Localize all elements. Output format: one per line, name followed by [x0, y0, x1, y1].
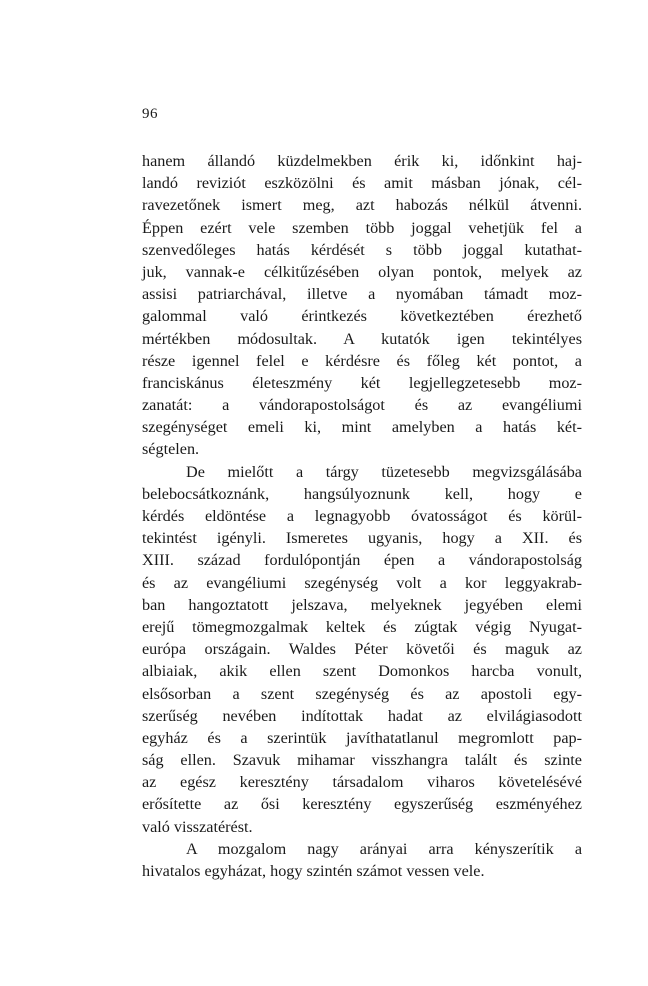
text-line: Éppen ezért vele szemben több joggal vehetjük fel a [142, 218, 582, 237]
text-line: landó reviziót eszközölni és amit másban jónak, cél- [142, 174, 582, 193]
paragraph [142, 150, 582, 461]
text-line: hanem állandó küzdelmekben érik ki, időnkint haj- [142, 152, 582, 170]
text-line: szerűség nevében indítottak hadat az elvilágiasodott [142, 706, 582, 725]
text-line: XIII. század fordulópontján épen a vándorapostolság [142, 551, 582, 570]
text-line: része igennel felel e kérdésre és főleg két pontot, a [142, 351, 582, 370]
body-text [142, 150, 582, 882]
text-line: albiaiak, akik ellen szent Domonkos harcba vonult, [142, 662, 582, 681]
text-line: belebocsátkoznánk, hangsúlyoznunk kell, hogy e [142, 484, 582, 503]
text-line: szegénységet emeli ki, mint amelyben a hatás két- [142, 418, 582, 437]
text-line: mértékben módosultak. A kutatók igen tekintélyes [142, 329, 582, 348]
text-line: ségtelen. [142, 440, 200, 459]
text-line: franciskánus életeszmény két legjellegzetesebb moz- [142, 373, 582, 392]
text-line: galommal való érintkezés következtében érezhető [142, 307, 582, 326]
text-line: erejű tömegmozgalmak keltek és zúgtak végig Nyugat- [142, 617, 582, 636]
text-line: ság ellen. Szavuk mihamar visszhangra talált és szinte [142, 751, 582, 770]
text-line: elsősorban a szent szegénység és az apostoli egy- [142, 684, 582, 703]
page-number: 96 [142, 106, 158, 122]
text-line: kérdés eldöntése a legnagyobb óvatosságot és körül- [142, 507, 582, 525]
text-line: assisi patriarchával, illetve a nyomában támadt moz- [142, 285, 582, 304]
text-line: szenvedőleges hatás kérdését s több joggal kutathat- [142, 240, 582, 259]
text-line: az egész keresztény társadalom viharos követelésévé [142, 773, 582, 792]
text-line: ban hangoztatott jelszava, melyeknek jegyében elemi [142, 595, 582, 614]
paragraph [142, 838, 582, 882]
text-line: egyház és a szerintük javíthatatlanul megromlott pap- [142, 728, 582, 747]
text-line: A mozgalom nagy arányai arra kényszerítik a [186, 839, 582, 858]
text-line: európa országain. Waldes Péter követői és maguk az [142, 640, 582, 659]
text-line: hivatalos egyházat, hogy szintén számot vessen vele. [142, 862, 485, 880]
text-line: tekintést igényli. Ismeretes ugyanis, hogy a XII. és [142, 529, 582, 548]
text-line: De mielőtt a tárgy tüzetesebb megvizsgálásába [186, 462, 582, 481]
text-line: ravezetőnek ismert meg, azt habozás nélkül átvenni. [142, 196, 582, 215]
text-line: erősítette az ősi keresztény egyszerűség eszményéhez [142, 795, 582, 814]
text-line: és az evangéliumi szegénység volt a kor leggyakrab- [142, 573, 582, 592]
text-line: zanatát: a vándorapostolságot és az evangéliumi [142, 396, 582, 415]
paragraph [142, 461, 582, 838]
text-line: juk, vannak-e célkitűzésében olyan pontok, melyek az [142, 262, 582, 281]
text-line: való visszatérést. [142, 817, 253, 836]
